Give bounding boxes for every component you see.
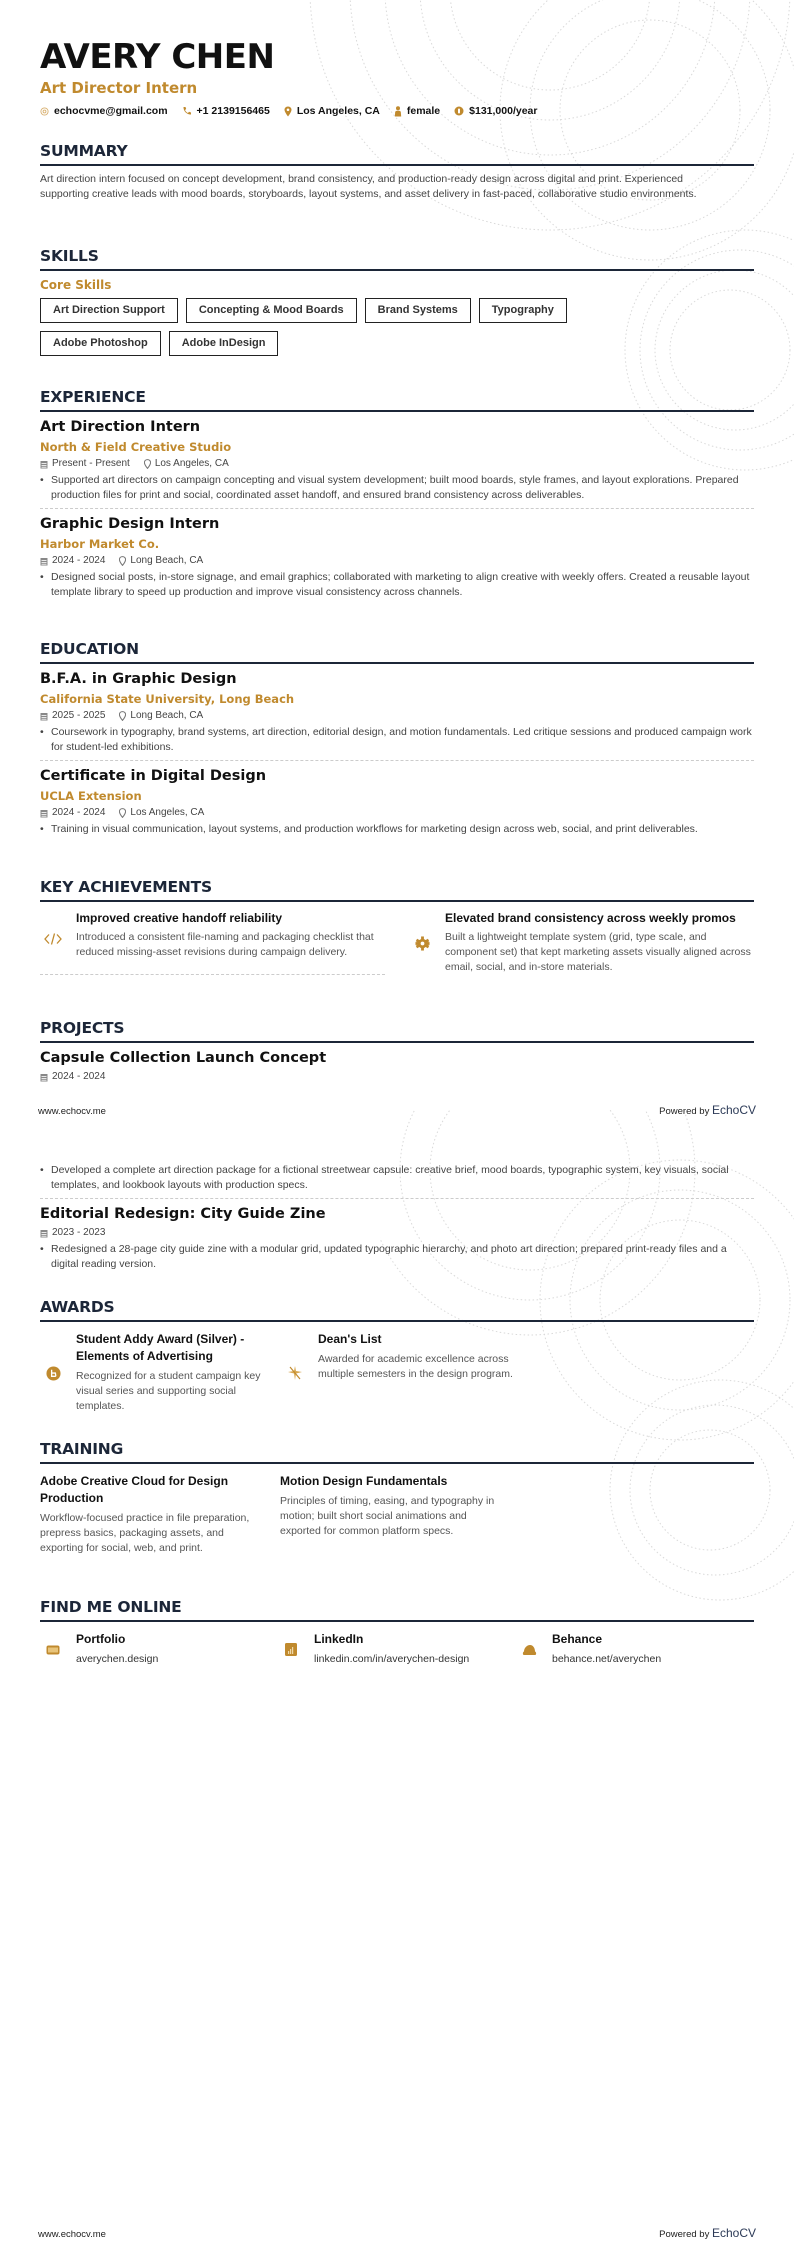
achievement-item [40,910,385,975]
online-link-portfolio[interactable] [40,1631,278,1667]
gear-icon [415,911,430,975]
award-title: Student Addy Award (Silver) - Elements of Advertising [76,1332,245,1363]
job-bullets: • Supported art directors on campaign concepting and visual system development; built mood boards, style frames, and layout explorations. Prepared production files for print and social, coordinated asset handoff, and ensured brand consistency across deliverables. [40,474,739,501]
achievement-desc: Introduced a consistent file-naming and packaging checklist that reduced missing-asset revisions during campaign delivery. [76,931,374,958]
education-bullets: • Training in visual communication, layout systems, and production workflows for marketing design across web, social, and print deliverables. [40,823,698,835]
online-links [40,1631,754,1667]
contact-row [40,105,754,117]
training-item [280,1473,505,1556]
training-title: Motion Design Fundamentals [280,1474,448,1488]
calendar-icon [40,1073,48,1082]
experience-section [40,387,754,600]
coin-icon [454,106,464,116]
calendar-icon [40,809,48,818]
candidate-name: AVERY CHEN [40,37,275,77]
summary-text: Art direction intern focused on concept development, brand consistency, and production-ready design across digital and print. Experienced supporting creative leads with mood boards, storyboards, layout systems, and asset delivery in fast-paced, collaborative studio environments. [40,173,697,200]
map-pin-icon [119,808,126,818]
contact-email[interactable]: echocvme@gmail.com [40,105,168,117]
experience-entry [40,515,754,600]
phone-icon [182,106,192,116]
linkedin-icon [285,1632,297,1667]
job-company: North & Field Creative Studio [40,440,232,454]
job-bullets: • Designed social posts, in-store signage, and email graphics; collaborated with marketing to align creative with weekly offers. Created a reusable layout template library to speed up production and improve visual consistency across channels. [40,571,750,598]
contact-salary: $131,000/year [454,105,537,117]
achievement-title: Improved creative handoff reliability [76,911,283,925]
contact-gender: female [394,105,440,117]
skills-heading: SKILLS [40,246,754,271]
project-meta: 2023 - 2023 [40,1226,754,1240]
footer-powered-by: Powered by EchoCV [659,2226,756,2240]
achievement-item [409,910,754,975]
training-heading: TRAINING [40,1439,754,1464]
online-value[interactable]: averychen.design [76,1653,159,1665]
entry-divider [40,508,754,509]
map-pin-icon [284,106,292,117]
education-entry [40,670,754,755]
online-value[interactable]: linkedin.com/in/averychen-design [314,1653,470,1665]
achievements-heading: KEY ACHIEVEMENTS [40,877,754,902]
skill-tag: Adobe Photoshop [40,331,161,356]
achievement-desc: Built a lightweight template system (grid, type scale, and component set) that kept marketing assets visually aligned across email, social, and in-store materials. [445,931,751,973]
education-meta: 2024 - 2024 Los Angeles, CA [40,806,754,820]
online-section [40,1597,754,1667]
calendar-icon [40,460,48,469]
resume-header [40,38,754,117]
training-grid [40,1473,754,1556]
skill-tag: Art Direction Support [40,298,178,323]
school: California State University, Long Beach [40,692,295,706]
candidate-title: Art Director Intern [40,79,198,97]
skill-tag: Adobe InDesign [169,331,279,356]
sparkle-icon [287,1332,303,1414]
award-desc: Awarded for academic excellence across multiple semesters in the design program. [318,1353,513,1380]
portfolio-icon [46,1632,60,1667]
skills-tag-list [40,298,680,356]
footer-brand[interactable]: EchoCV [711,2226,756,2240]
skill-tag: Concepting & Mood Boards [186,298,357,323]
footer-site-link[interactable]: www.echocv.me [38,2229,106,2240]
online-link-behance[interactable] [516,1631,754,1667]
experience-entry [40,418,754,503]
entry-divider [40,760,754,761]
awards-grid [40,1331,754,1414]
education-section [40,639,754,837]
training-desc: Principles of timing, easing, and typography in motion; built short social animations and exported for common platform specs. [280,1495,495,1537]
job-meta: Present - Present Los Angeles, CA [40,457,754,471]
job-company: Harbor Market Co. [40,537,160,551]
footer-site-link[interactable]: www.echocv.me [38,1106,106,1117]
page-footer-1 [38,1103,756,1117]
training-title: Adobe Creative Cloud for Design Production [40,1474,229,1505]
behance-icon [522,1632,537,1667]
education-heading: EDUCATION [40,639,754,664]
degree: Certificate in Digital Design [40,768,267,784]
achievement-title: Elevated brand consistency across weekly promos [445,911,736,925]
calendar-icon [40,1229,48,1238]
online-label: Portfolio [76,1632,126,1646]
at-icon [40,107,49,116]
job-role: Graphic Design Intern [40,516,220,532]
map-pin-icon [144,459,151,469]
project-entry [40,1205,754,1272]
online-heading: FIND ME ONLINE [40,1597,754,1622]
project-name: Capsule Collection Launch Concept [40,1050,327,1066]
entry-divider [40,1198,754,1199]
project-name: Editorial Redesign: City Guide Zine [40,1206,326,1222]
calendar-icon [40,557,48,566]
code-icon [44,911,62,966]
education-meta: 2025 - 2025 Long Beach, CA [40,709,754,723]
job-meta: 2024 - 2024 Long Beach, CA [40,554,754,568]
badge-icon [46,1332,61,1414]
achievements-section [40,877,754,975]
projects-section [40,1018,754,1084]
contact-location: Los Angeles, CA [284,105,380,117]
map-pin-icon [119,556,126,566]
award-desc: Recognized for a student campaign key visual series and supporting social templates. [76,1370,261,1412]
education-entry [40,767,754,837]
job-role: Art Direction Intern [40,419,201,435]
award-title: Dean's List [318,1332,382,1346]
skills-section [40,246,754,356]
footer-powered-by: Powered by EchoCV [659,1103,756,1117]
award-item [40,1331,282,1414]
map-pin-icon [119,711,126,721]
training-item [40,1473,250,1556]
page-footer-2 [38,2226,756,2240]
online-link-linkedin[interactable] [278,1631,516,1667]
training-desc: Workflow-focused practice in file preparation, prepress basics, packaging assets, and exporting for social, web, and print. [40,1512,250,1554]
footer-brand[interactable]: EchoCV [711,1103,756,1117]
online-label: LinkedIn [314,1632,364,1646]
projects-heading: PROJECTS [40,1018,754,1043]
experience-heading: EXPERIENCE [40,387,754,412]
summary-heading: SUMMARY [40,141,754,166]
calendar-icon [40,712,48,721]
online-value[interactable]: behance.net/averychen [552,1653,662,1665]
skill-tag: Typography [479,298,567,323]
education-bullets: • Coursework in typography, brand systems, art direction, editorial design, and motion fundamentals. Led critique sessions and produced campaign work for student-led exhibitions. [40,726,752,753]
online-label: Behance [552,1632,603,1646]
skills-group-label: Core Skills [40,278,112,292]
degree: B.F.A. in Graphic Design [40,671,237,687]
project-entry [40,1049,754,1084]
training-section [40,1439,754,1556]
awards-heading: AWARDS [40,1297,754,1322]
project-bullets: • Redesigned a 28-page city guide zine with a modular grid, updated typographic hierarchy, and photo art direction; prepared print-ready files and a digital reading version. [40,1243,727,1270]
awards-section [40,1297,754,1414]
school: UCLA Extension [40,789,142,803]
person-icon [394,106,402,117]
award-item [282,1331,524,1414]
summary-section [40,141,754,202]
achievements-grid [40,910,754,975]
project-meta: 2024 - 2024 [40,1070,754,1084]
contact-phone[interactable]: +1 2139156465 [182,105,270,117]
skill-tag: Brand Systems [365,298,471,323]
projects-continued [40,1161,754,1272]
project-bullets: • Developed a complete art direction package for a fictional streetwear capsule: creative brief, mood boards, typographic system, key visuals, social templates, and lookbook layouts with production specs. [40,1164,729,1191]
